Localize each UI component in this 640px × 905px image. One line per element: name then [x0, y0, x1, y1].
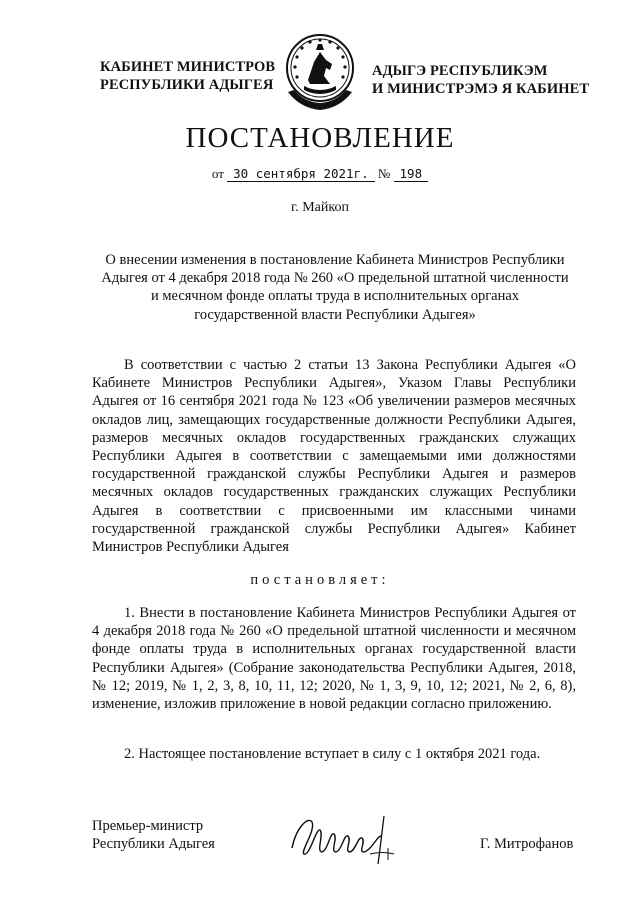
- city-line: г. Майкоп: [291, 200, 349, 215]
- clause-2-paragraph: 2. Настоящее постановление вступает в силу с 1 октября 2021 года.: [124, 746, 541, 762]
- handwritten-signature: [286, 808, 406, 868]
- preamble-paragraph: В соответствии с частью 2 статьи 13 Закона Республики Адыгея «О Кабинете Министров Республики Адыгея», Указом Главы Республики Адыгея от 16 сентября 2021 года № 123 «Об увеличении размеров месячных окладов лиц, замещающих государственные должности Республики Адыгея, размеров месячных окладов государственных гражданских служащих Республики Адыгея в соответствии с замещаемыми ими должностями государственной гражданской службы Республики Адыгея и размеров месячных окладов государственных гражданских служащих Республики Адыгея в соответствии с присвоенными им классными чинами государственной гражданской службы Республики Адыгея» Кабинет Министров Республики Адыгея: [92, 357, 576, 556]
- letterhead: [0, 0, 640, 120]
- clause-1-paragraph: 1. Внести в постановление Кабинета Министров Республики Адыгея от 4 декабря 2018 года № 260 «О предельной штатной численности и месячном фонде оплаты труда в исполнительных органах государственной власти Республики Адыгея» (Собрание законодательства Республики Адыгея, 2018, № 12; 2019, № 1, 2, 3, 8, 10, 11, 12; 2020, № 1, 3, 9, 10, 12; 2021, № 2, 6, 8), изменение, изложив приложение в новой редакции согласно приложению.: [92, 605, 576, 713]
- coat-of-arms-emblem: [280, 30, 360, 116]
- issuer-ady: [372, 62, 592, 98]
- issuer-ru-line2: РЕСПУБЛИКИ АДЫГЕЯ: [100, 77, 274, 93]
- issuer-ady-line2: И МИНИСТРЭМЭ Я КАБИНЕТ: [372, 81, 590, 97]
- signatory-position-line2: Республики Адыгея: [92, 836, 215, 852]
- number-label: №: [377, 166, 391, 181]
- signatory-name: Г. Митрофанов: [480, 836, 574, 852]
- document-subject: О внесении изменения в постановление Кабинета Министров Республики Адыгея от 4 декабря 2018 года № 260 «О предельной штатной численности и месячном фонде оплаты труда в исполнительных органах государственной власти Республики Адыгея»: [101, 252, 569, 323]
- issuer-ru: [100, 58, 280, 94]
- issuer-ady-line1: АДЫГЭ РЕСПУБЛИКЭМ: [372, 63, 548, 79]
- date-prefix: от: [211, 166, 224, 181]
- date-number-line: [0, 166, 640, 182]
- signatory-position: [92, 817, 215, 853]
- signatory-position-line1: Премьер-министр: [92, 818, 204, 834]
- document-number: 198: [394, 166, 429, 182]
- document-date: 30 сентября 2021г.: [227, 166, 374, 182]
- document-title: ПОСТАНОВЛЕНИЕ: [185, 122, 455, 154]
- decides-heading: постановляет:: [250, 572, 390, 588]
- issuer-ru-line1: КАБИНЕТ МИНИСТРОВ: [100, 59, 276, 75]
